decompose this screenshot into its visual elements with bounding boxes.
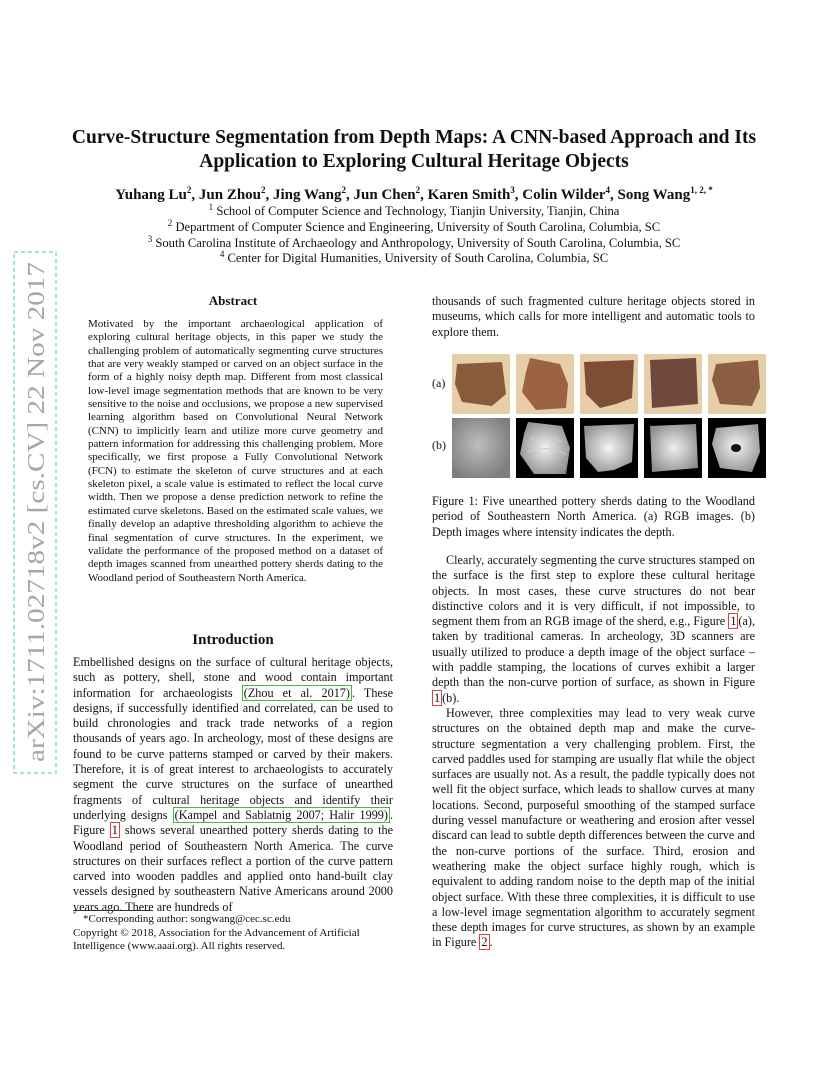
author: [428, 187, 523, 203]
figure-ref-link[interactable]: 1: [111, 823, 118, 838]
title-line-2: Application to Exploring Cultural Heritage Objects: [199, 151, 629, 172]
affiliation-text: Center for Digital Humanities, University of South Carolina, Columbia, SC: [227, 251, 609, 266]
rgb-sherd-svg: [452, 354, 510, 414]
author-affil-mark: 2: [186, 185, 192, 195]
citation-link[interactable]: (Zhou et al. 2017): [243, 685, 350, 700]
rgb-sherd-image: [708, 354, 766, 414]
rgb-sherd-svg: [580, 354, 638, 414]
author: [522, 187, 617, 203]
author-affil-mark: 1, 2, *: [690, 185, 713, 195]
paragraph: [432, 706, 755, 951]
continued-paragraph: thousands of such fragmented culture heritage objects stored in museums, which calls for more intelligent and automatic tools to explore them.: [432, 294, 755, 339]
introduction-body: [73, 655, 393, 915]
figure-ref-link[interactable]: 1: [730, 614, 737, 629]
arxiv-stamp-text: arXiv:1711.02718v2 [cs.CV] 22 Nov 2017: [24, 350, 50, 762]
author-affil-mark: 4: [605, 185, 611, 195]
author: [618, 187, 713, 203]
right-column-body: [432, 553, 755, 951]
affiliation: [60, 201, 768, 220]
rgb-sherd-image: [452, 354, 510, 414]
rgb-sherd-image: [516, 354, 574, 414]
footnote-rule: [73, 910, 153, 911]
depth-sherd-svg: [644, 418, 702, 478]
arxiv-stamp: [12, 250, 58, 775]
depth-sherd-image: [580, 418, 638, 478]
author-separator: ,: [514, 187, 523, 203]
text-run: (a), taken by traditional cameras. In archeology, 3D scanners are usually utilized to produce a depth image of the object surface – with paddle stamping, the locations of curves exhibit a larger depth than the non-curve portion of surface, as shown in Figure: [432, 614, 755, 690]
author-name: Yuhang Lu: [115, 187, 187, 203]
affiliation-text: School of Computer Science and Technology, Tianjin University, Tianjin, China: [216, 204, 620, 218]
affiliation-mark: 1: [208, 201, 214, 212]
depth-shape: [650, 424, 698, 472]
text-run: . These designs, if successfully identified and correlated, can be used to build chronologies and track trade networks of a region thousands of years ago. In archeology, most of these designs are found to be curve patterns stamped or carved by their makers. Therefore, it is of great interest to archaeologists to accurately segment the curve structures on the surface of unearthed fragments of cultural heritage objects and identify their underlying designs: [73, 685, 393, 822]
author: [354, 187, 428, 203]
text-run: shows several unearthed pottery sherds dating to the Woodland period of Southeastern North America. The curve structures on their surfaces reflect a portion of the curve pattern carved into wooden paddles and applied onto hand-built clay vessels designed by southeastern Native Americans around 2000 years ago. There are hundreds of: [73, 823, 393, 914]
depth-sherd-image: [452, 418, 510, 478]
figure-row-label-b: (b): [432, 438, 446, 452]
author: [273, 187, 354, 203]
author-affil-mark: 2: [261, 185, 266, 195]
author-separator: ,: [610, 187, 618, 203]
affiliation-text: South Carolina Institute of Archaeology and Anthropology, University of South Carolina, Columbia, SC: [155, 235, 681, 250]
author-separator: ,: [420, 187, 428, 203]
paragraph: [432, 553, 755, 706]
depth-sherd-image: [516, 418, 574, 478]
text-run: .: [489, 935, 493, 950]
author-affil-mark: 2: [415, 185, 421, 195]
figure-1-caption: Figure 1: Five unearthed pottery sherds dating to the Woodland period of Southeastern North America. (a) RGB images. (b) Depth images where intensity indicates the depth.: [432, 494, 755, 539]
affiliation-mark: 3: [147, 233, 153, 244]
depth-sherd-svg: [516, 418, 574, 478]
rgb-sherd-image: [580, 354, 638, 414]
depth-sherd-svg: [708, 418, 766, 478]
text-run: Embellished designs on the surface of cultural heritage objects, such as pottery, shell, stone and wood contain important information for archaeologists: [73, 655, 393, 700]
author-separator: ,: [265, 187, 274, 203]
figure-ref-link[interactable]: 2: [481, 935, 488, 950]
text-run: However, three complexities may lead to very weak curve structures on the obtained depth map and make the curve-structure segmentation a very challenging problem. First, the carved paddles used for stamping are usually flat while the object surfaces are usually not. As a result, the paddle typically does not well fit the object surface, which leads to shallow curves at many locations. Second, purposeful smoothing of the stamped surface during vessel manufacture or weathering and erosion after vessel discard can lead to subtle depth differences between the curve and the non-curve portions of the surface. Third, erosion and weathering make the object surface highly rough, which is equivalent to adding random noise to the depth map of the initial object surface. With these three complexities, it is difficult to use a low-level image segmentation algorithm to accurately segment these depth images for curve structures, as shown by an example in Figure: [432, 705, 755, 950]
author-name: Karen Smith: [427, 187, 511, 203]
corresponding-author: *Corresponding author: songwang@cec.sc.edu: [83, 913, 291, 925]
author: [115, 187, 199, 203]
depth-shade: [452, 418, 510, 478]
author: [199, 187, 273, 203]
rgb-sherd-svg: [644, 354, 702, 414]
depth-sherd-svg: [452, 418, 510, 478]
affiliation: [60, 217, 768, 236]
introduction-heading: Introduction: [192, 632, 274, 648]
author-separator: ,: [346, 187, 354, 203]
figure-row-label-a: (a): [432, 376, 446, 390]
footnote: [73, 913, 395, 954]
copyright-notice: Copyright © 2018, Association for the Advancement of Artificial Intelligence (www.aaai.org). All rights reserved.: [73, 926, 360, 952]
author-name: Jing Wang: [273, 187, 342, 203]
author-affil-mark: 2: [341, 185, 347, 195]
figure-ref-link[interactable]: 1: [434, 690, 441, 705]
rgb-sherd-svg: [516, 354, 574, 414]
affiliation-mark: 4: [219, 249, 225, 260]
depth-sherd-image: [708, 418, 766, 478]
author-name: Colin Wilder: [522, 187, 606, 203]
affiliation: [60, 251, 768, 267]
depth-sherd-image: [644, 418, 702, 478]
arxiv-stamp-svg: [12, 250, 58, 775]
affiliation-mark: 2: [167, 217, 173, 228]
rgb-sherd-svg: [708, 354, 766, 414]
abstract-heading: Abstract: [208, 293, 258, 308]
sherd-shape: [650, 358, 698, 408]
figure-1: [432, 352, 755, 487]
author-list: [60, 186, 768, 204]
affiliation-text: Department of Computer Science and Engineering, University of South Carolina, Columbia, SC: [175, 219, 661, 234]
abstract-body: Motivated by the important archaeological application of exploring cultural heritage objects, in this paper we study the challenging problem of automatically segmenting curve structures that are very weakly stamped or carved on an object surface in the form of a highly noisy depth map. Different from most classical low-level image segmentation methods that are known to be very sensitive to the noise and occlusions, we propose a new supervised learning algorithm based on Convolutional Neural Network (CNN) to implicitly learn and utilize more curve geometry and pattern information for addressing this challenging problem. More specifically, we first propose a Fully Convolutional Network (FCN) to estimate the skeleton of curve structures and at each skeleton pixel, a scale value is estimated to reflect the local curve width. Then we propose a dense prediction network to refine the estimated curve skeletons. Based on the estimated scale values, we finally develop an adaptive thresholding algorithm to achieve the final segmentation of curve structures. In the experiment, we validate the performance of the proposed method on a dataset of depth images scanned from unearthed pottery sherds dating to the Woodland period of Southeastern North America.: [88, 318, 383, 584]
author-name: Jun Chen: [353, 187, 416, 203]
author-separator: ,: [191, 187, 199, 203]
text-run: Clearly, accurately segmenting the curve structures stamped on the surface is the first step to explore these cultural heritage objects. In most cases, these curve structures do not bear distinctive colors and it is very difficult, if not impossible, to segment them from an RGB image of the sherd, e.g., Figure: [432, 553, 755, 629]
paper-title: [60, 126, 768, 174]
sherd-shape: [455, 362, 506, 406]
author-affil-mark: 3: [510, 185, 515, 195]
depth-hole: [731, 444, 741, 452]
author-name: Jun Zhou: [198, 187, 262, 203]
rgb-sherd-image: [644, 354, 702, 414]
text-run: (b).: [442, 690, 460, 705]
sherd-shape: [712, 360, 760, 406]
depth-sherd-svg: [580, 418, 638, 478]
right-column-top: [432, 294, 755, 340]
text-run: . Figure: [73, 807, 393, 838]
author-name: Song Wang: [617, 187, 691, 203]
affiliation-list: [60, 201, 768, 267]
citation-link[interactable]: (Kampel and Sablatnig 2007; Halir 1999): [174, 807, 388, 822]
title-line-1: Curve-Structure Segmentation from Depth Maps: A CNN-based Approach and Its: [71, 127, 757, 148]
affiliation: [60, 233, 768, 252]
intro-paragraph: [73, 655, 393, 915]
